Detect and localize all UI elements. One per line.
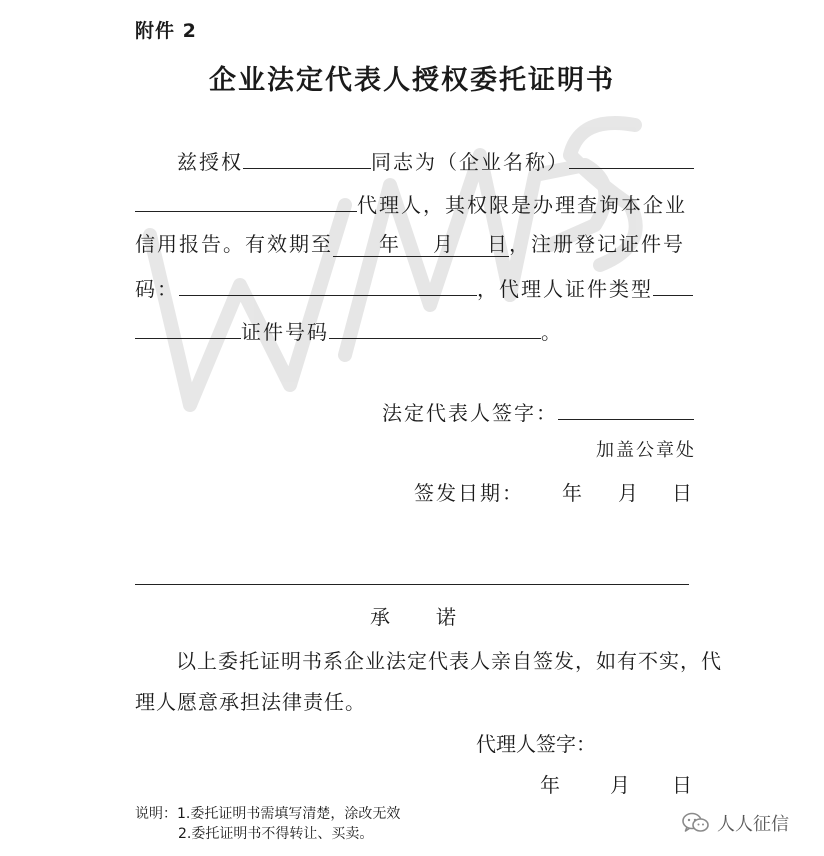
validity-year: 年	[379, 232, 401, 256]
validity-day: 日	[487, 232, 509, 256]
validity-month: 月	[433, 232, 455, 256]
company-name-blank-1[interactable]	[569, 146, 694, 169]
authorization-line-5	[135, 316, 563, 345]
period-text: 。	[541, 320, 563, 344]
authorization-line-1	[177, 146, 694, 175]
authorize-text: 兹授权	[177, 150, 243, 174]
note-line-2: 2.委托证明书不得转让、买卖。	[178, 826, 374, 842]
promise-heading: 承 诺	[370, 605, 458, 629]
agent-scope-text: 代理人，其权限是办理查询本企业	[357, 193, 687, 217]
issue-year: 年	[562, 481, 584, 505]
issue-month: 月	[618, 481, 640, 505]
id-number-blank[interactable]	[329, 316, 541, 339]
note-line-1: 说明：1.委托证明书需填写清楚，涂改无效	[135, 806, 401, 822]
issue-date-row	[414, 480, 694, 506]
id-number-text: 证件号码	[241, 320, 329, 344]
registration-text: ，注册登记证件号	[509, 232, 685, 256]
agent-signature-label: 代理人签字：	[476, 732, 596, 756]
validity-date[interactable]	[333, 232, 509, 257]
code-text: 码：	[135, 277, 179, 301]
promise-text-line-2: 理人愿意承担法律责任。	[135, 690, 366, 714]
issue-date-label: 签发日期：	[414, 481, 524, 505]
wechat-icon	[681, 811, 711, 835]
id-type-text: ，代理人证件类型	[477, 277, 653, 301]
registration-number-blank[interactable]	[179, 273, 477, 296]
section-divider	[135, 584, 689, 585]
authorization-line-3	[135, 231, 685, 257]
seal-label: 加盖公章处	[596, 440, 696, 461]
promise-year: 年	[540, 773, 562, 797]
promise-text-line-1: 以上委托证明书系企业法定代表人亲自签发，如有不实，代	[176, 649, 722, 673]
legal-rep-signature-label: 法定代表人签字：	[382, 401, 558, 425]
validity-text: 信用报告。有效期至	[135, 232, 333, 256]
issue-day: 日	[672, 481, 694, 505]
authorization-line-2	[135, 189, 687, 218]
id-type-blank-1[interactable]	[653, 273, 693, 296]
comrade-text: 同志为（企业名称）	[371, 150, 569, 174]
promise-month: 月	[610, 773, 632, 797]
wechat-account-name: 人人征信	[717, 814, 789, 835]
legal-rep-signature-row	[382, 397, 694, 426]
document-title: 企业法定代表人授权委托证明书	[209, 65, 615, 96]
attachment-label: 附件 2	[135, 20, 197, 42]
watermark	[130, 95, 650, 425]
company-name-blank-2[interactable]	[135, 189, 357, 212]
id-type-blank-2[interactable]	[135, 316, 241, 339]
agent-name-blank[interactable]	[243, 146, 371, 169]
wechat-account	[681, 808, 789, 838]
promise-day: 日	[672, 773, 694, 797]
authorization-line-4	[135, 273, 693, 302]
legal-rep-signature-blank[interactable]	[558, 397, 694, 420]
promise-date-row	[540, 772, 694, 798]
